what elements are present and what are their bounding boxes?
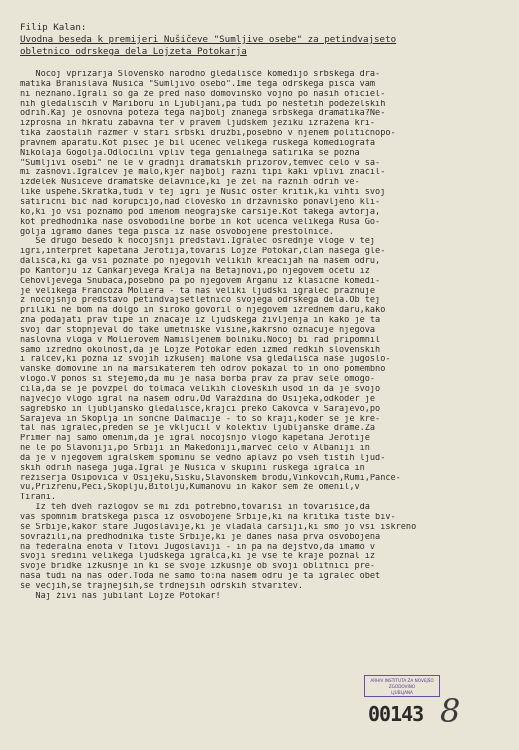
body-line: čila,da se je povzpel do tolmača velikih človeških usod in da je svojo: [20, 385, 381, 394]
body-line: igri,interpret kapetana Jerotija,tovariš Lojze Potokar,član našega gle-: [20, 247, 386, 257]
body-line: Tirani.: [20, 493, 57, 503]
body-line: dališča,ki ga vsi poznate po njegovih velikih kreacijah na našem odru,: [20, 257, 381, 267]
body-line: svoj dar stopnjeval do take umetniške višine,kakršno označuje njegova: [20, 325, 376, 335]
body-line: svoji sredini velikega ljudskega igralca,ki je vse te kraje poznal iz: [20, 552, 376, 562]
body-line: svoje bridke izkušnje in ki še svoje izkušnje ob svoji oblitnici pre-: [20, 562, 376, 572]
body-line: tal naš igralec,preden se je vključil v kolektiv ljubljanske drame.Za: [20, 424, 376, 434]
body-line: ne le po Slavoniji,po Srbiji in Makedoniji,marveč celo v Albaniji in: [20, 444, 370, 454]
body-line: da je v njegovem igralskem spominu še vedno aplavz po vseh tistih ljud-: [20, 453, 386, 463]
author-line: Filip Kalan:: [20, 22, 87, 33]
archive-number: 00143: [368, 702, 424, 726]
body-line: z nocojšnjo predstavo petindvajsetletnico svojega odrskega dela.Ob tej: [20, 296, 381, 306]
body-line: skih odrih našega juga.Igral je Nušiča v skupini ruskega igralca in: [20, 463, 365, 473]
body-line: tika zaostalih razmer v stari srbski družbi,posebno v njenem političnopo-: [20, 129, 396, 139]
body-line: največjo vlogo igral na našem odru.Od Varaždina do Osijeka,odkoder je: [20, 394, 376, 404]
body-line: matika Branislava Nušiča "Sumljivo osebo".Ime tega odrskega pisca vam: [20, 79, 376, 89]
body-line: še večjih,še trajnejših,še trdnejših odrskih stvaritev.: [20, 581, 304, 591]
archive-stamp: [364, 675, 440, 697]
body-line: pravnem aparatu.Kot pisec je bil učenec velikega ruskega komediografa: [20, 138, 376, 148]
body-line: naslovna vloga v Molierovem Namišljenem bolniku.Nocoj bi rad pripomnil: [20, 335, 381, 345]
body-line: Sarajeva in Skoplja in sončne Dalmacije - to so kraji,koder se je kre-: [20, 414, 381, 424]
body-line: "Sumljivi osebi" ne le v gradnji dramatskih prizorov,temveč celo v sa-: [20, 158, 381, 168]
body-line: odrih.Kaj je osnovna poteza tega najbolj znanega srbskega dramatika?Ne-: [20, 109, 386, 119]
body-line: Nikolaja Gogolja.Odločilni vpliv tega genialnega satirika se pozna: [20, 148, 360, 158]
body-line: Nocoj vprizarja Slovensko narodno gledališče komedijo srbskega dra-: [20, 70, 381, 79]
document-body: [20, 70, 500, 602]
document-header: [20, 22, 500, 58]
body-line: sovražili,na predhodnika tiste Srbije,ki je danes naša prva osvobojena: [20, 532, 381, 542]
body-line: vanske domovine in na marsikaterem teh odrov pokazal to in ono pomembno: [20, 365, 386, 375]
stamp-line-3: LJUBLJANA: [391, 690, 413, 695]
body-line: Še drugo besedo k nocojšnji predstavi.Igralec osrednje vloge v tej: [20, 237, 376, 247]
body-line: like uspehe.Skratka,tudi v tej igri je Nušić oster kritik,ki vihti svoj: [20, 188, 386, 198]
stamp-line-2: ZGODOVINO: [388, 684, 416, 689]
handwritten-mark: 8: [440, 692, 461, 730]
body-line: Naj živi naš jubilant Lojze Potokar!: [20, 591, 221, 601]
body-line: mi zasnovi.Igralcev je malo,kjer najbolj razni tipi kaki vplivi značil-: [20, 168, 386, 178]
body-line: vlogo.V ponos si štejemo,da mu je naša borba prav za prav šele omogo-: [20, 375, 376, 385]
body-line: priliki ne bom na dolgo in široko govoril o njegovem izrednem daru,kako: [20, 306, 386, 316]
body-line: satirični bič nad korupcijo,nad človeško in državniško ponavljeno kli-: [20, 197, 381, 207]
title-line-2: obletnico odrskega dela Lojzeta Potokarja: [20, 46, 247, 57]
title-line-1: Uvodna beseda k premijeri Nušičeve "Sumljive osebe" za petindvajseto: [20, 34, 397, 45]
body-line: je velikega Francoza Moliera - ta naš veliki ljudski igralec praznuje: [20, 286, 376, 296]
body-line: naša tudi na naš oder.Toda ne samo to:na našem odru je ta igralec obet: [20, 572, 381, 582]
body-line: še Srbije,kakor stare Jugoslavije,ki je vladala čaršiji,ki smo jo vsi iskreno: [20, 522, 417, 532]
body-line: režiserja Osipoviča v Osijeku,Sisku,Slavonskem brodu,Vinkovcih,Rumi,Panče-: [20, 473, 401, 483]
body-line: vas spomnim bratskega pisca iz osvobojene Srbije,ki na kritika tiste biv-: [20, 512, 396, 522]
body-line: po Kantorju iz Cankarjevega Kralja na Betajnovi,po njegovem očetu iz: [20, 266, 370, 276]
body-line: na federalna enota v Titovi Jugoslaviji - in pa na dejstvo,da imamo v: [20, 542, 376, 552]
body-line: izprosna in hkratu zabavna ter v pravem ljudskem jeziku izražena kri-: [20, 119, 376, 129]
body-line: izdelek Nušičeve dramatske delavnice,ki je žel na raznih odrih ve-: [20, 178, 360, 188]
body-line: Iz teh dveh razlogov se mi zdi potrebno,tovariši in tovarišice,da: [20, 503, 370, 513]
body-line: nih gledališčih v Mariboru in Ljubljani,pa tudi po neštetih podeželskih: [20, 99, 386, 109]
body-line: golja igramo danes tega pisca iz naše osvobojene prestolnice.: [20, 227, 334, 237]
body-line: kot predhodnika naše osvobodilne borbe in kot učenca velikega Rusa Go-: [20, 217, 381, 227]
body-line: i ralcev,ki pozna iz svojih izkušenj malone vsa gledališča naše jugoslo-: [20, 355, 391, 365]
body-line: vu,Prizrenu,Peći,Skoplju,Bitolju,Kumanovu in kakor sem že omenil,v: [20, 483, 360, 493]
stamp-line-1: ARHIV INSTITUTA ZA NOVEJŠO: [370, 678, 434, 683]
body-line: sagrebško in ljubljansko gledališče,krajci preko Čakovca v Sarajevo,po: [20, 404, 381, 414]
body-line: ko,ki jo vsi poznamo pod imenom neograjske čaršije.Kot takega avtorja,: [20, 207, 381, 217]
body-line: zna podajati prav tipe in značaje iz ljudskega življenja in kako je ta: [20, 316, 381, 326]
body-line: ni neznano.Igrali so ga že pred našo domovinsko vojno po naših oficiel-: [20, 89, 386, 99]
body-line: Primer naj samo omenim,da je igral nocojšnjo vlogo kapetana Jerotije: [20, 434, 370, 444]
body-line: samo izredno okolnost,da je Lojze Potokar eden izmed redkih slovenskih: [20, 345, 381, 355]
body-line: Čehovljevega Snubača,posebno pa po njegovem Arganu iz klasične komedi-: [20, 276, 381, 286]
